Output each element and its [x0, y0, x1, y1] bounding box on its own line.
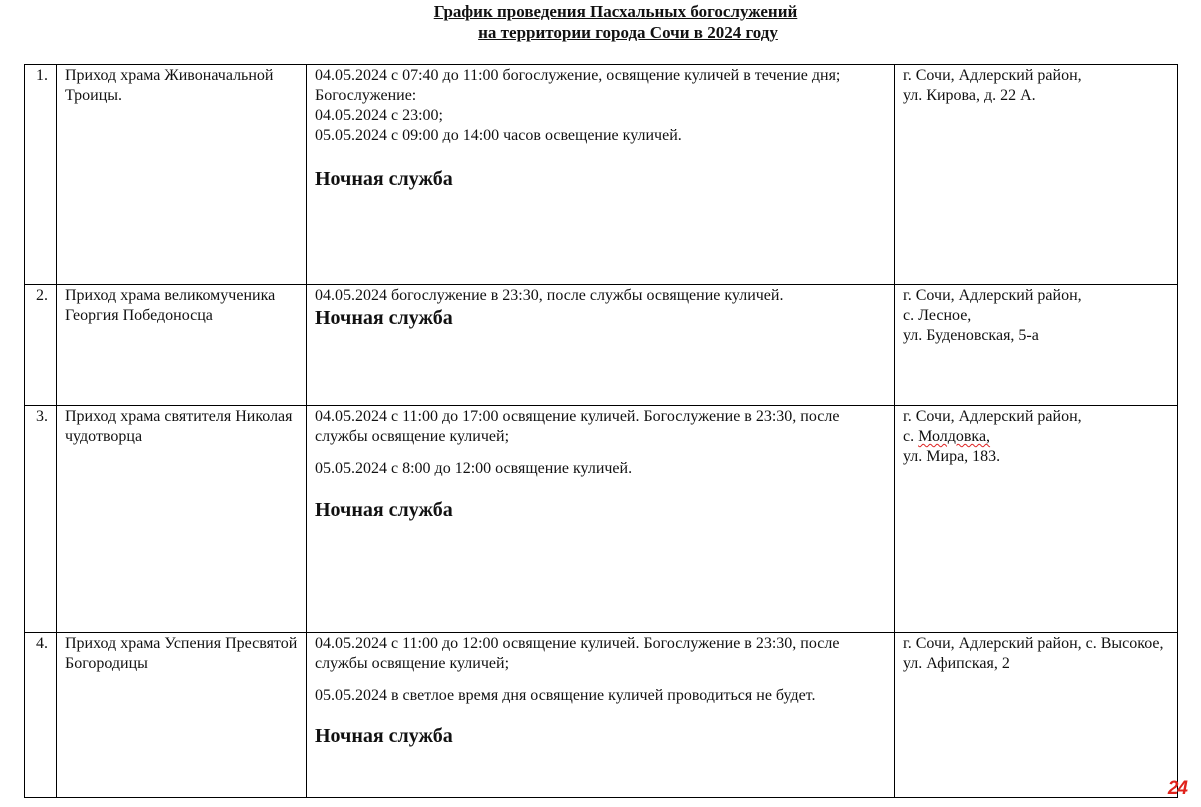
night-service-label: Ночная служба	[315, 725, 453, 747]
parish-name: Приход храма святителя Николая чудотворца	[57, 406, 307, 633]
address	[895, 633, 1178, 798]
address	[895, 65, 1178, 285]
schedule-line: 05.05.2024 в светлое время дня освящение куличей проводиться не будет.	[315, 687, 816, 704]
table-row	[25, 633, 1178, 798]
night-service-label: Ночная служба	[315, 168, 453, 190]
row-number: 2.	[25, 285, 57, 406]
service-schedule	[307, 285, 895, 406]
address-line: г. Сочи, Адлерский район,	[903, 67, 1082, 84]
address-line	[903, 427, 1169, 447]
address	[895, 406, 1178, 633]
service-schedule	[307, 633, 895, 798]
schedule-line: 04.05.2024 с 11:00 до 12:00 освящение куличей. Богослужение в 23:30, после службы освящение куличей;	[315, 635, 840, 672]
address-line: ул. Буденовская, 5-а	[903, 327, 1039, 344]
address-line: г. Сочи, Адлерский район,	[903, 287, 1082, 304]
document-title	[0, 1, 1201, 43]
service-schedule	[307, 65, 895, 285]
channel-logo: 24	[1167, 778, 1187, 799]
schedule-line: 05.05.2024 с 09:00 до 14:00 часов освещение куличей.	[315, 127, 682, 144]
night-service-label: Ночная служба	[315, 307, 453, 329]
title-line-2: на территории города Сочи в 2024 году	[478, 23, 778, 42]
spellcheck-word: Молдовка,	[918, 428, 991, 445]
address-line: г. Сочи, Адлерский район,	[903, 408, 1082, 425]
row-number: 1.	[25, 65, 57, 285]
address-line: г. Сочи, Адлерский район, с. Высокое, ул. Афипская, 2	[903, 635, 1164, 672]
parish-name: Приход храма Живоначальной Троицы.	[57, 65, 307, 285]
service-schedule	[307, 406, 895, 633]
schedule-line: 04.05.2024 с 23:00;	[315, 107, 443, 124]
schedule-table	[24, 64, 1178, 798]
schedule-line: 04.05.2024 с 11:00 до 17:00 освящение куличей. Богослужение в 23:30, после службы освящение куличей;	[315, 408, 840, 445]
schedule-line: 04.05.2024 богослужение в 23:30, после службы освящение куличей.	[315, 287, 784, 304]
schedule-line: 05.05.2024 с 8:00 до 12:00 освящение куличей.	[315, 460, 633, 477]
title-line-1: График проведения Пасхальных богослужений	[433, 2, 798, 21]
address-prefix: с.	[903, 428, 919, 445]
table-row	[25, 65, 1178, 285]
table-row	[25, 285, 1178, 406]
row-number: 4.	[25, 633, 57, 798]
table-row	[25, 406, 1178, 633]
address-line: ул. Кирова, д. 22 А.	[903, 87, 1036, 104]
schedule-line: 04.05.2024 с 07:40 до 11:00 богослужение, освящение куличей в течение дня; Богослужение:	[315, 67, 841, 104]
address	[895, 285, 1178, 406]
address-line: ул. Мира, 183.	[903, 448, 1001, 465]
row-number: 3.	[25, 406, 57, 633]
parish-name: Приход храма великомученика Георгия Победоносца	[57, 285, 307, 406]
address-line: с. Лесное,	[903, 307, 972, 324]
night-service-label: Ночная служба	[315, 499, 453, 521]
parish-name: Приход храма Успения Пресвятой Богородицы	[57, 633, 307, 798]
